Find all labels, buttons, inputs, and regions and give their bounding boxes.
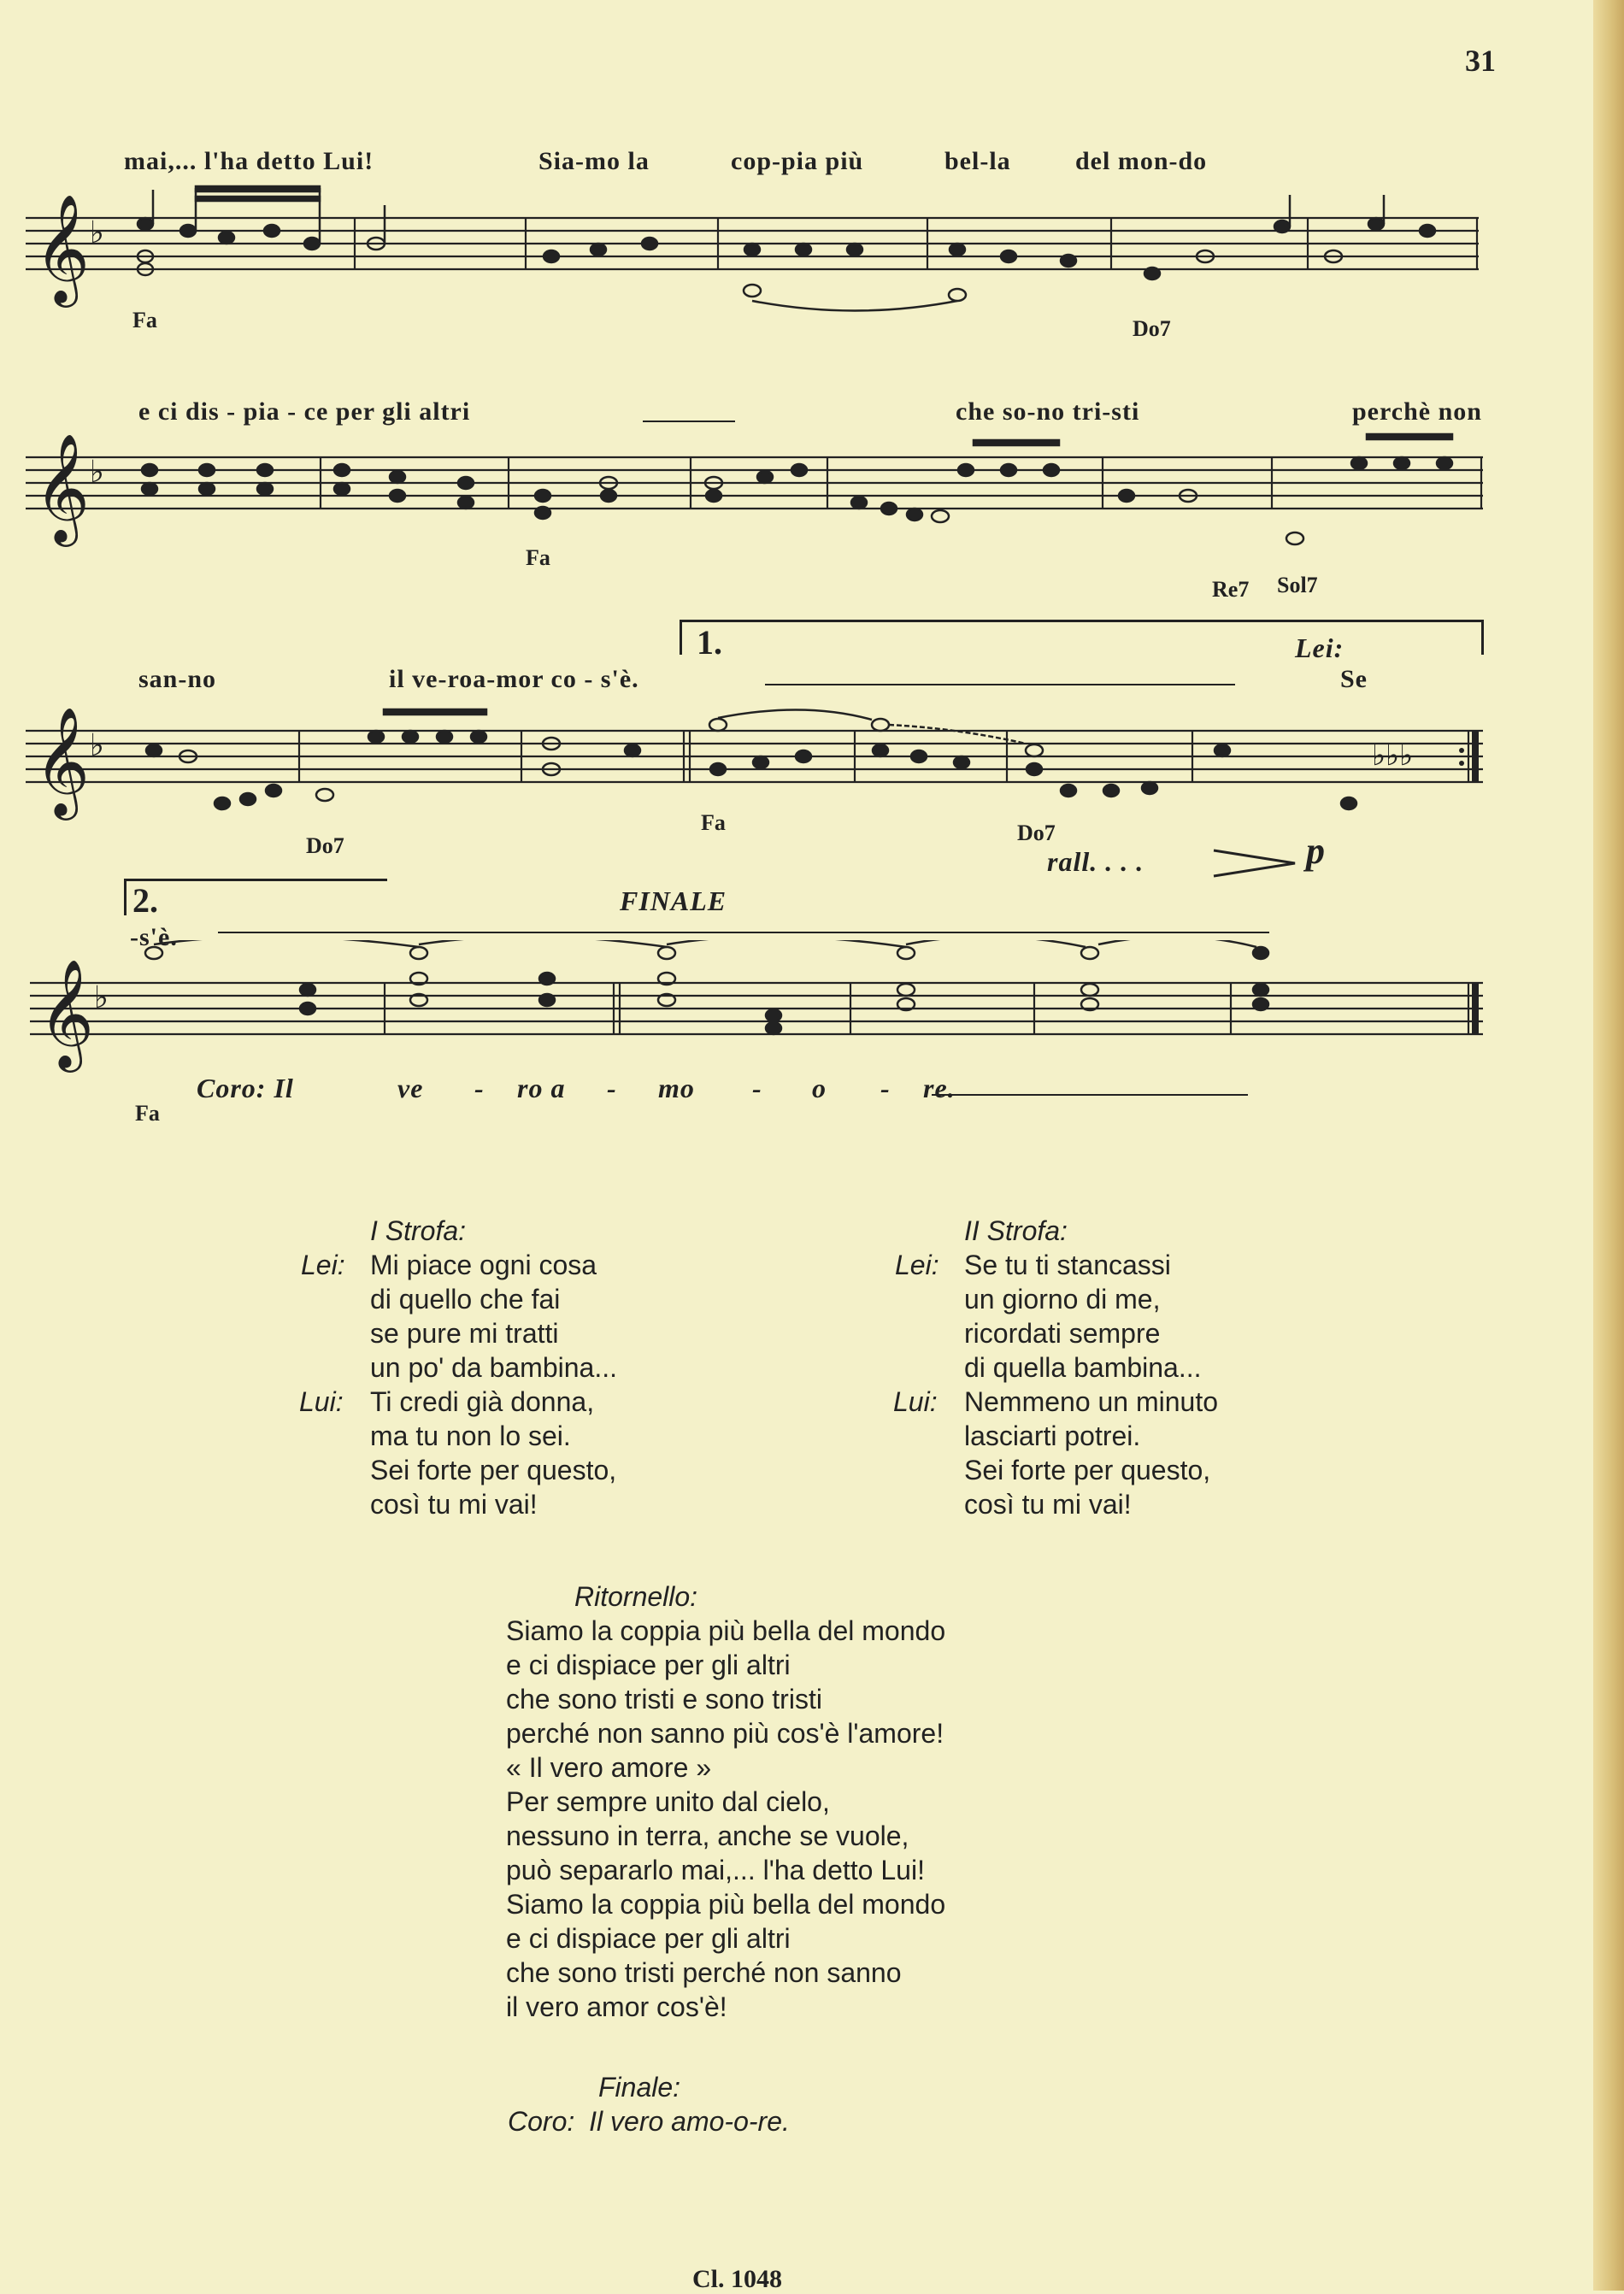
verse-line: lasciarti potrei. (964, 1421, 1141, 1451)
volta-bracket-2 (124, 879, 387, 915)
verse-line: un giorno di me, (964, 1284, 1161, 1315)
lyric-segment: del mon-do (1075, 147, 1208, 175)
chord-symbol: Do7 (1133, 316, 1171, 341)
svg-text:𝄞: 𝄞 (34, 193, 91, 303)
page-number: 31 (1465, 44, 1496, 78)
lyric-segment: il ve-roa-mor co - s'è. (389, 665, 639, 693)
chord-symbol: Sol7 (1277, 573, 1318, 597)
chord-symbol: Do7 (1017, 821, 1056, 845)
svg-text:𝄞: 𝄞 (34, 706, 91, 815)
verse-line: Se tu ti stancassi (964, 1250, 1171, 1280)
verse-line: perché non sanno più cos'è l'amore! (506, 1718, 944, 1749)
verse-line: « Il vero amore » (506, 1752, 712, 1783)
chorus-syllable: - (752, 1073, 762, 1103)
svg-text:♭: ♭ (90, 455, 104, 490)
svg-text:♭♭♭: ♭♭♭ (1372, 738, 1414, 773)
decrescendo-hairpin (1209, 842, 1303, 885)
speaker-label: Lei: (1295, 632, 1345, 663)
lyric-segment: Sia-mo la (538, 147, 650, 175)
section-heading: FINALE (620, 885, 727, 916)
chord-symbol: Fa (132, 308, 157, 332)
verse-line: così tu mi vai! (964, 1489, 1132, 1520)
chorus-syllable: ro a (517, 1073, 566, 1103)
verse-line: Nemmeno un minuto (964, 1386, 1219, 1417)
speaker-label: Lei: (301, 1250, 345, 1280)
verse-line: e ci dispiace per gli altri (506, 1650, 791, 1680)
svg-text:♭: ♭ (90, 215, 104, 250)
chord-symbol: Re7 (1212, 577, 1250, 602)
svg-text:♭: ♭ (94, 980, 109, 1015)
expression-mark: rall. . . . (1047, 846, 1144, 877)
chorus-syllable: o (812, 1073, 827, 1103)
verse-line: Ti credi già donna, (370, 1386, 595, 1417)
speaker-label: Lei: (895, 1250, 939, 1280)
chorus-lyric-line (197, 1073, 1265, 1107)
lyric-segment: -s'è. (130, 923, 178, 951)
chorus-syllable: - (474, 1073, 485, 1103)
verse-title: I Strofa: (370, 1215, 467, 1246)
verse-line: di quello che fai (370, 1284, 561, 1315)
verse-line: ma tu non lo sei. (370, 1421, 571, 1451)
verse-title: Ritornello: (574, 1581, 698, 1612)
lyric-segment: e ci dis - pia - ce per gli altri (138, 397, 471, 426)
verse-line: di quella bambina... (964, 1352, 1202, 1383)
verse-line: ricordati sempre (964, 1318, 1161, 1349)
verse-line: Il vero amo-o-re. (589, 2106, 790, 2137)
lyric-segment: che so-no tri-sti (956, 397, 1140, 426)
speaker-label: Coro: (508, 2106, 575, 2137)
lyric-segment: mai,... l'ha detto Lui! (124, 147, 374, 175)
verse-title: Finale: (598, 2072, 681, 2103)
verse-line: se pure mi tratti (370, 1318, 559, 1349)
chorus-syllable: - (607, 1073, 617, 1103)
speaker-label: Lui: (299, 1386, 344, 1417)
verse-line: un po' da bambina... (370, 1352, 617, 1383)
speaker-label: Lui: (893, 1386, 938, 1417)
verse-line: così tu mi vai! (370, 1489, 538, 1520)
chorus-syllable: - (880, 1073, 891, 1103)
svg-text:𝄞: 𝄞 (34, 432, 91, 542)
lyric-segment: perchè non (1352, 397, 1482, 426)
page-edge (1593, 0, 1624, 2291)
lyric-segment: san-no (138, 665, 217, 693)
verse-line: Per sempre unito dal cielo, (506, 1786, 830, 1817)
verse-line: Siamo la coppia più bella del mondo (506, 1615, 946, 1646)
chorus-syllable: Coro: Il (197, 1073, 294, 1103)
verse-strofa-2 (889, 1214, 1333, 1530)
verse-ritornello (506, 1579, 1104, 2041)
verse-line: e ci dispiace per gli altri (506, 1923, 791, 1954)
ending-label: 2. (132, 881, 158, 920)
chord-symbol: Fa (526, 545, 550, 570)
verse-line: può separarlo mai,... l'ha detto Lui! (506, 1855, 925, 1885)
chorus-syllable: ve (397, 1073, 424, 1103)
catalog-number: Cl. 1048 (692, 2265, 782, 2293)
verse-line: che sono tristi e sono tristi (506, 1684, 822, 1715)
verse-strofa-1 (295, 1214, 722, 1530)
chorus-syllable: re. (923, 1073, 956, 1103)
verse-line: Mi piace ogni cosa (370, 1250, 597, 1280)
staff (0, 171, 1504, 342)
verse-line: Siamo la coppia più bella del mondo (506, 1889, 946, 1920)
ending-label: 1. (697, 623, 722, 662)
verse-title: II Strofa: (964, 1215, 1068, 1246)
lyric-extender (218, 932, 1269, 933)
verse-finale (508, 2070, 935, 2156)
verse-line: il vero amor cos'è! (506, 1991, 727, 2022)
verse-line: nessuno in terra, anche se vuole, (506, 1820, 909, 1851)
verse-line: che sono tristi perché non sanno (506, 1957, 902, 1988)
chorus-syllable: mo (658, 1073, 695, 1103)
lyric-segment: cop-pia più (731, 147, 864, 175)
verse-line: Sei forte per questo, (370, 1455, 617, 1485)
chord-symbol: Do7 (306, 833, 344, 858)
dynamic-mark: p (1306, 830, 1326, 872)
svg-text:𝄞: 𝄞 (38, 958, 95, 1068)
chord-symbol: Fa (701, 810, 726, 835)
verse-line: Sei forte per questo, (964, 1455, 1211, 1485)
chord-symbol: Fa (135, 1101, 160, 1126)
lyric-extender (932, 1094, 1248, 1096)
lyric-segment: bel-la (944, 147, 1011, 175)
svg-text:♭: ♭ (90, 728, 104, 763)
lyric-segment: Se (1340, 665, 1368, 693)
volta-bracket-1 (680, 620, 1484, 655)
